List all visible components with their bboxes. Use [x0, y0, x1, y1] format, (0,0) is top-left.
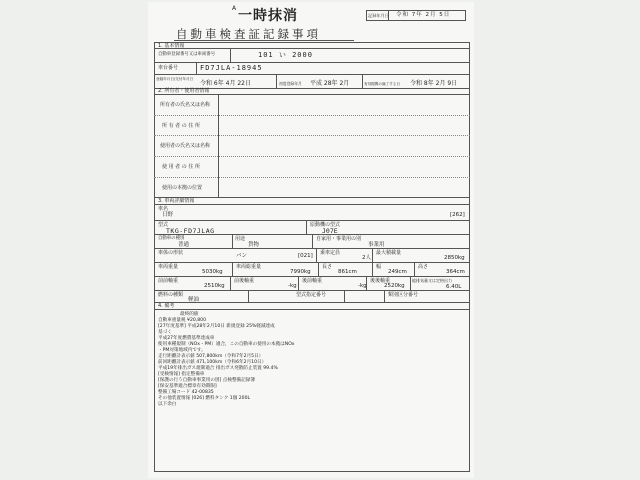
- max-load-value: 2850kg: [444, 255, 465, 261]
- remarks-line: 整備工場コード 42-00835: [158, 390, 214, 395]
- engine-model-value: J07E: [322, 227, 338, 235]
- gross-weight-label: 車両総重量: [236, 264, 262, 270]
- remarks-line: [保安基準適合標章有効期限]: [158, 384, 217, 389]
- base-location-label: 使用の本拠の位置: [162, 185, 203, 191]
- model-value: TKG-FD7JLAG: [166, 227, 215, 235]
- remarks-line: 平成19年排出ガス規制適合 排出ガス発散防止装置 99.4%: [158, 366, 278, 371]
- remarks-line: [27年度基準] 平成28年2月10日 新規登録 25%軽減達成: [158, 324, 275, 329]
- chassis-number-label: 車台番号: [158, 65, 179, 71]
- record-date-label: 記録年月日: [368, 13, 389, 18]
- remarks-line: [保護の行う自動車事業用の別] 点検整備記録簿: [158, 378, 255, 383]
- displacement-label: 総排気量又は定格出力: [412, 278, 452, 283]
- use-label: 用途: [235, 236, 246, 242]
- section-2-title: 2. 所有者・使用者情報: [158, 88, 210, 94]
- maker-label: 車名: [158, 206, 169, 212]
- owner-address-label: 所 有 者 の 住 所: [162, 123, 200, 129]
- fuel-type-label: 燃料の種類: [158, 292, 184, 298]
- height-label: 高さ: [418, 264, 429, 270]
- gross-weight-value: 7990kg: [290, 269, 311, 275]
- vehicle-type-value: 普通: [178, 242, 190, 248]
- temporary-deregistration-stamp: 一時抹消: [238, 8, 298, 24]
- expiry-date-label: 有効期間の満了する日: [364, 82, 400, 86]
- rear-rear-axle-value: 2520kg: [384, 283, 405, 289]
- maker-value: 日野: [162, 212, 174, 218]
- first-registration-value: 平成 28年 2月: [310, 80, 350, 87]
- expiry-date-value: 令和 8年 2月 9日: [410, 80, 458, 87]
- engine-model-label: 原動機の型式: [310, 222, 341, 228]
- private-business-label: 自家用・事業用の別: [316, 236, 362, 242]
- owner-name-label: 所有者の氏名又は名称: [160, 102, 211, 108]
- chassis-number-value: FD7JLA-18945: [200, 64, 263, 72]
- height-value: 364cm: [446, 269, 465, 275]
- registration-date-value: 令和 6年 4月 22日: [200, 80, 251, 87]
- rear-front-axle-value: -kg: [358, 283, 367, 289]
- section-4-title: 4. 備考: [158, 303, 175, 309]
- body-shape-code: [021]: [298, 253, 313, 259]
- type-designation-label: 型式指定番号: [296, 292, 327, 298]
- registration-number-label: 自動車登録番号又は車両番号: [158, 52, 216, 57]
- use-value: 貨物: [248, 242, 260, 248]
- remarks-line: その他装置情報 [026] 燃料タンク 1個 200L: [158, 396, 251, 401]
- fuel-type-value: 軽油: [188, 297, 200, 303]
- private-business-value: 事業用: [368, 242, 385, 248]
- section-3-title: 3. 車両詳細情報: [158, 198, 195, 204]
- width-label: 幅: [376, 264, 382, 270]
- remarks-line: 基づく: [158, 330, 172, 335]
- front-rear-axle-label: 前後軸重: [234, 278, 255, 284]
- remarks-line: 最終的値: [180, 312, 199, 317]
- remarks-line: 以下余白: [158, 402, 177, 407]
- title-underline: [174, 40, 354, 41]
- width-value: 249cm: [388, 269, 407, 275]
- rear-front-axle-label: 後前軸重: [302, 278, 323, 284]
- registration-date-label: 登録年月日/交付年月日: [156, 77, 194, 81]
- rear-rear-axle-label: 後後軸重: [370, 278, 391, 284]
- remarks-line: 使用車種規制（NOx・PM）適合，この自動車の使用の本拠はNOx: [158, 342, 295, 347]
- capacity-value: 2人: [362, 255, 371, 261]
- max-load-label: 最大積載量: [376, 250, 402, 256]
- vehicle-weight-value: 5030kg: [202, 269, 223, 275]
- user-name-label: 使用者の氏名又は名称: [160, 143, 211, 149]
- user-address-label: 使 用 者 の 住 所: [162, 164, 200, 170]
- remarks-line: 走行距離計表示値 507,800km（令和7年2月5日）: [158, 354, 264, 359]
- front-front-axle-value: 2510kg: [204, 283, 225, 289]
- remarks-line: 前回距離計表示値 471,100km（令和6年2月10日）: [158, 360, 267, 365]
- document-title: 自動車検査証記録事項: [176, 27, 321, 41]
- remarks-line: [受検情報] 指定整備車: [158, 372, 205, 377]
- vehicle-weight-label: 車両重量: [158, 264, 179, 270]
- front-front-axle-label: 前前軸重: [158, 278, 179, 284]
- first-registration-label: 初度登録年月: [279, 81, 302, 86]
- length-label: 長さ: [322, 264, 333, 270]
- length-value: 861cm: [338, 269, 357, 275]
- front-rear-axle-value: -kg: [288, 283, 297, 289]
- vehicle-type-label: 自動車の種別: [158, 236, 185, 241]
- displacement-value: 6.40L: [446, 284, 462, 290]
- record-date-value: 令和 7年 2月 5日: [396, 12, 451, 18]
- model-label: 型式: [158, 222, 169, 228]
- registration-number-value: 101 い 2000: [258, 51, 313, 59]
- category-number-label: 類別区分番号: [388, 292, 419, 298]
- remarks-line: 自動車重量税 ¥20,800: [158, 318, 207, 323]
- corner-mark: A: [232, 5, 237, 12]
- remarks-line: ・PM対策地域内です。: [158, 348, 206, 353]
- capacity-label: 乗車定員: [320, 250, 341, 256]
- section-1-title: 1. 基本情報: [158, 43, 185, 49]
- maker-code: [262]: [450, 212, 465, 218]
- body-shape-value: バン: [236, 253, 248, 259]
- body-shape-label: 車体の形状: [158, 250, 184, 256]
- inspection-certificate-sheet: [148, 2, 474, 478]
- remarks-line: 平成27年度燃費基準達成車: [158, 336, 215, 341]
